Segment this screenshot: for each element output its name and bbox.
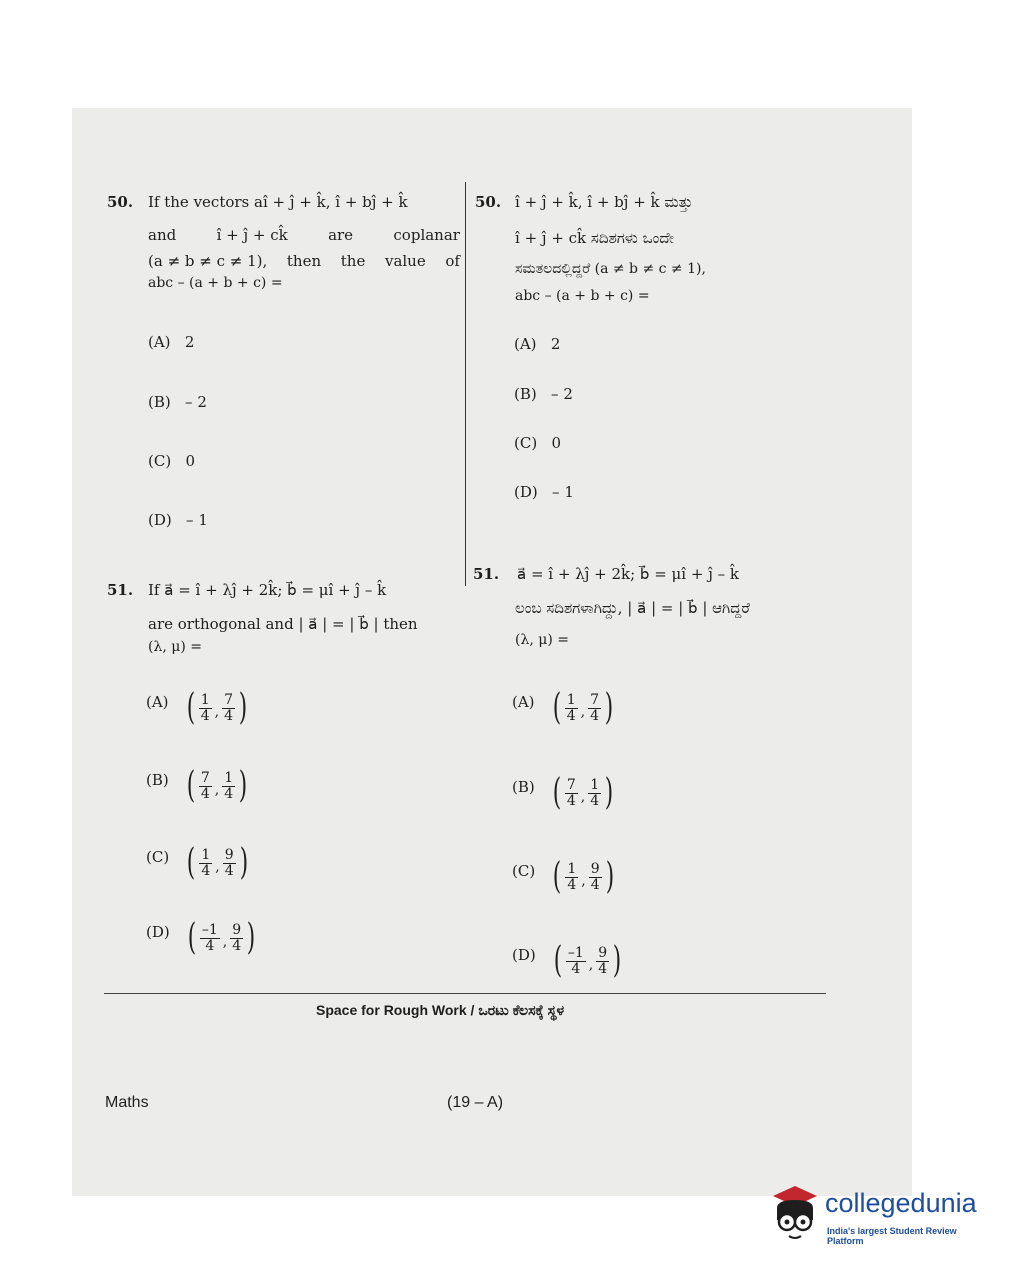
- numerator: 1: [566, 691, 576, 708]
- fraction-pair: ( $\frac{7}{4}$ , $\frac{1}{4}$ ): [186, 765, 248, 806]
- numerator: 9: [598, 944, 608, 961]
- q50-kn-line2: î + ĵ + ck̂ ಸದಿಶಗಳು ಒಂದೇ: [515, 229, 674, 247]
- denominator: 4: [566, 707, 576, 724]
- denominator: 4: [567, 876, 577, 893]
- denominator: 4: [205, 937, 215, 954]
- numerator: –1: [567, 944, 584, 961]
- denominator: 4: [200, 707, 210, 724]
- denominator: 4: [566, 792, 576, 809]
- q51-kn-option-d: [512, 940, 624, 981]
- q50-en-option-a: [148, 333, 194, 351]
- q50-kn-line1: î + ĵ + k̂, î + bĵ + k̂ ಮತ್ತು: [515, 193, 693, 211]
- denominator: 4: [571, 960, 581, 977]
- option-label: (A): [146, 693, 169, 711]
- fraction-pair: ( $\frac{1}{4}$ , $\frac{9}{4}$ ): [187, 842, 248, 883]
- q51-en-option-d: [146, 917, 258, 958]
- q50-en-option-b: [148, 393, 207, 411]
- denominator: 4: [232, 937, 242, 954]
- option-value: 2: [184, 333, 195, 351]
- q50-kn-option-d: [514, 483, 574, 501]
- fraction-pair: ( $\frac{-1}{4}$ , $\frac{9}{4}$ ): [553, 940, 622, 981]
- numerator: 7: [224, 691, 233, 708]
- q50-en-line2: [148, 226, 460, 244]
- numerator: 1: [201, 846, 211, 863]
- numerator: 1: [200, 691, 210, 708]
- q50-en-option-d: [148, 511, 208, 529]
- logo-tagline: India's largest Student Review Platform: [827, 1226, 957, 1246]
- q51-kn-line2: ಲಂಬ ಸದಿಶಗಳಾಗಿದ್ದು, | a⃗ | = | b⃗ | ಆಗಿದ್ದರೆ: [515, 599, 750, 617]
- option-value: 0: [551, 434, 562, 452]
- q51-en-line3: (λ, μ) =: [148, 639, 202, 655]
- q50-kn-option-c: [514, 434, 561, 452]
- q51-kn-line3: (λ, μ) =: [515, 632, 569, 648]
- option-value: – 2: [551, 385, 573, 403]
- option-value: 0: [185, 452, 196, 470]
- numerator: 7: [200, 769, 210, 786]
- q51-en-line1: If a⃗ = î + λĵ + 2k̂; b⃗ = μî + ĵ – k̂: [148, 581, 387, 599]
- mascot-icon: [765, 1180, 823, 1250]
- option-label: (C): [146, 848, 170, 866]
- q50-kn-line4: abc – (a + b + c) =: [515, 288, 650, 304]
- q51-en-line2: are orthogonal and | a⃗ | = | b⃗ | then: [148, 615, 418, 633]
- q51-kn-option-a: [512, 687, 616, 728]
- fraction-pair: ( $\frac{1}{4}$ , $\frac{9}{4}$ ): [553, 856, 614, 897]
- numerator: 9: [224, 846, 234, 863]
- q50-en-line2-word: are: [328, 226, 354, 244]
- denominator: 4: [201, 862, 211, 879]
- numerator: 1: [224, 769, 234, 786]
- q50-en-line1: If the vectors aî + ĵ + k̂, î + bĵ + k̂: [148, 193, 408, 211]
- option-label: (A): [512, 693, 535, 711]
- denominator: 4: [200, 785, 210, 802]
- q50-en-line3-word: then: [286, 252, 322, 270]
- q50-en-line3-word: (a ≠ b ≠ c ≠ 1),: [148, 252, 268, 270]
- option-label: (D): [514, 483, 538, 501]
- option-label: (C): [148, 452, 172, 470]
- rough-work-caption: Space for Rough Work / ಒರಟು ಕೆಲಸಕ್ಕೆ ಸ್ಥಳ: [316, 1002, 565, 1018]
- page-number: (19 – A): [447, 1094, 504, 1111]
- denominator: 4: [590, 792, 600, 809]
- logo-wordmark: collegedunia: [825, 1188, 977, 1218]
- q50-kn-number: 50.: [475, 193, 502, 211]
- numerator: 9: [232, 921, 242, 938]
- option-label: (C): [514, 434, 538, 452]
- denominator: 4: [590, 707, 599, 724]
- denominator: 4: [224, 707, 233, 724]
- q51-en-option-a: [146, 687, 250, 728]
- option-label: (D): [512, 946, 536, 964]
- rough-work-divider: [104, 993, 826, 994]
- option-label: (D): [146, 923, 170, 941]
- denominator: 4: [598, 960, 608, 977]
- q50-en-line2-word: and: [148, 226, 177, 244]
- q50-kn-option-a: [514, 335, 560, 353]
- q50-en-line2-word: coplanar: [393, 226, 460, 244]
- fraction-pair: ( $\frac{1}{4}$ , $\frac{7}{4}$ ): [552, 687, 614, 728]
- q51-kn-option-c: [512, 856, 617, 897]
- column-divider: [465, 182, 466, 586]
- numerator: 7: [590, 691, 599, 708]
- q50-en-line3-word: value: [384, 252, 426, 270]
- collegedunia-logo: [765, 1180, 995, 1250]
- denominator: 4: [590, 876, 600, 893]
- q50-en-line2-word: î + ĵ + ck̂: [216, 226, 288, 244]
- q50-en-line3: [148, 252, 460, 270]
- option-label: (A): [514, 335, 537, 353]
- q51-en-option-b: [146, 765, 250, 806]
- q51-kn-option-b: [512, 772, 616, 813]
- numerator: 9: [590, 860, 600, 877]
- option-label: (C): [512, 862, 536, 880]
- numerator: 7: [566, 776, 576, 793]
- q51-en-number: 51.: [107, 581, 134, 599]
- q50-en-option-c: [148, 452, 195, 470]
- option-value: – 1: [186, 511, 208, 529]
- q51-kn-number: 51.: [473, 565, 500, 583]
- option-value: 2: [550, 335, 561, 353]
- option-label: (B): [514, 385, 537, 403]
- numerator: –1: [201, 921, 218, 938]
- q50-en-line3-word: the: [340, 252, 366, 270]
- denominator: 4: [224, 785, 234, 802]
- option-value: – 2: [185, 393, 207, 411]
- q51-kn-line1: a⃗ = î + λĵ + 2k̂; b⃗ = μî + ĵ – k̂: [517, 565, 739, 583]
- q50-en-line4: abc – (a + b + c) =: [148, 275, 283, 291]
- q50-kn-option-b: [514, 385, 573, 403]
- numerator: 1: [590, 776, 600, 793]
- q50-en-line3-word: of: [445, 252, 460, 270]
- option-value: – 1: [552, 483, 574, 501]
- subject-label: Maths: [105, 1094, 149, 1111]
- q51-en-option-c: [146, 842, 251, 883]
- fraction-pair: ( $\frac{7}{4}$ , $\frac{1}{4}$ ): [552, 772, 614, 813]
- fraction-pair: ( $\frac{-1}{4}$ , $\frac{9}{4}$ ): [187, 917, 256, 958]
- option-label: (B): [512, 778, 535, 796]
- option-label: (B): [146, 771, 169, 789]
- option-label: (D): [148, 511, 172, 529]
- option-label: (A): [148, 333, 171, 351]
- q50-en-number: 50.: [107, 193, 134, 211]
- option-label: (B): [148, 393, 171, 411]
- q50-kn-line3: ಸಮತಲದಲ್ಲಿದ್ದರೆ (a ≠ b ≠ c ≠ 1),: [515, 261, 706, 277]
- denominator: 4: [224, 862, 234, 879]
- fraction-pair: ( $\frac{1}{4}$ , $\frac{7}{4}$ ): [186, 687, 248, 728]
- numerator: 1: [567, 860, 577, 877]
